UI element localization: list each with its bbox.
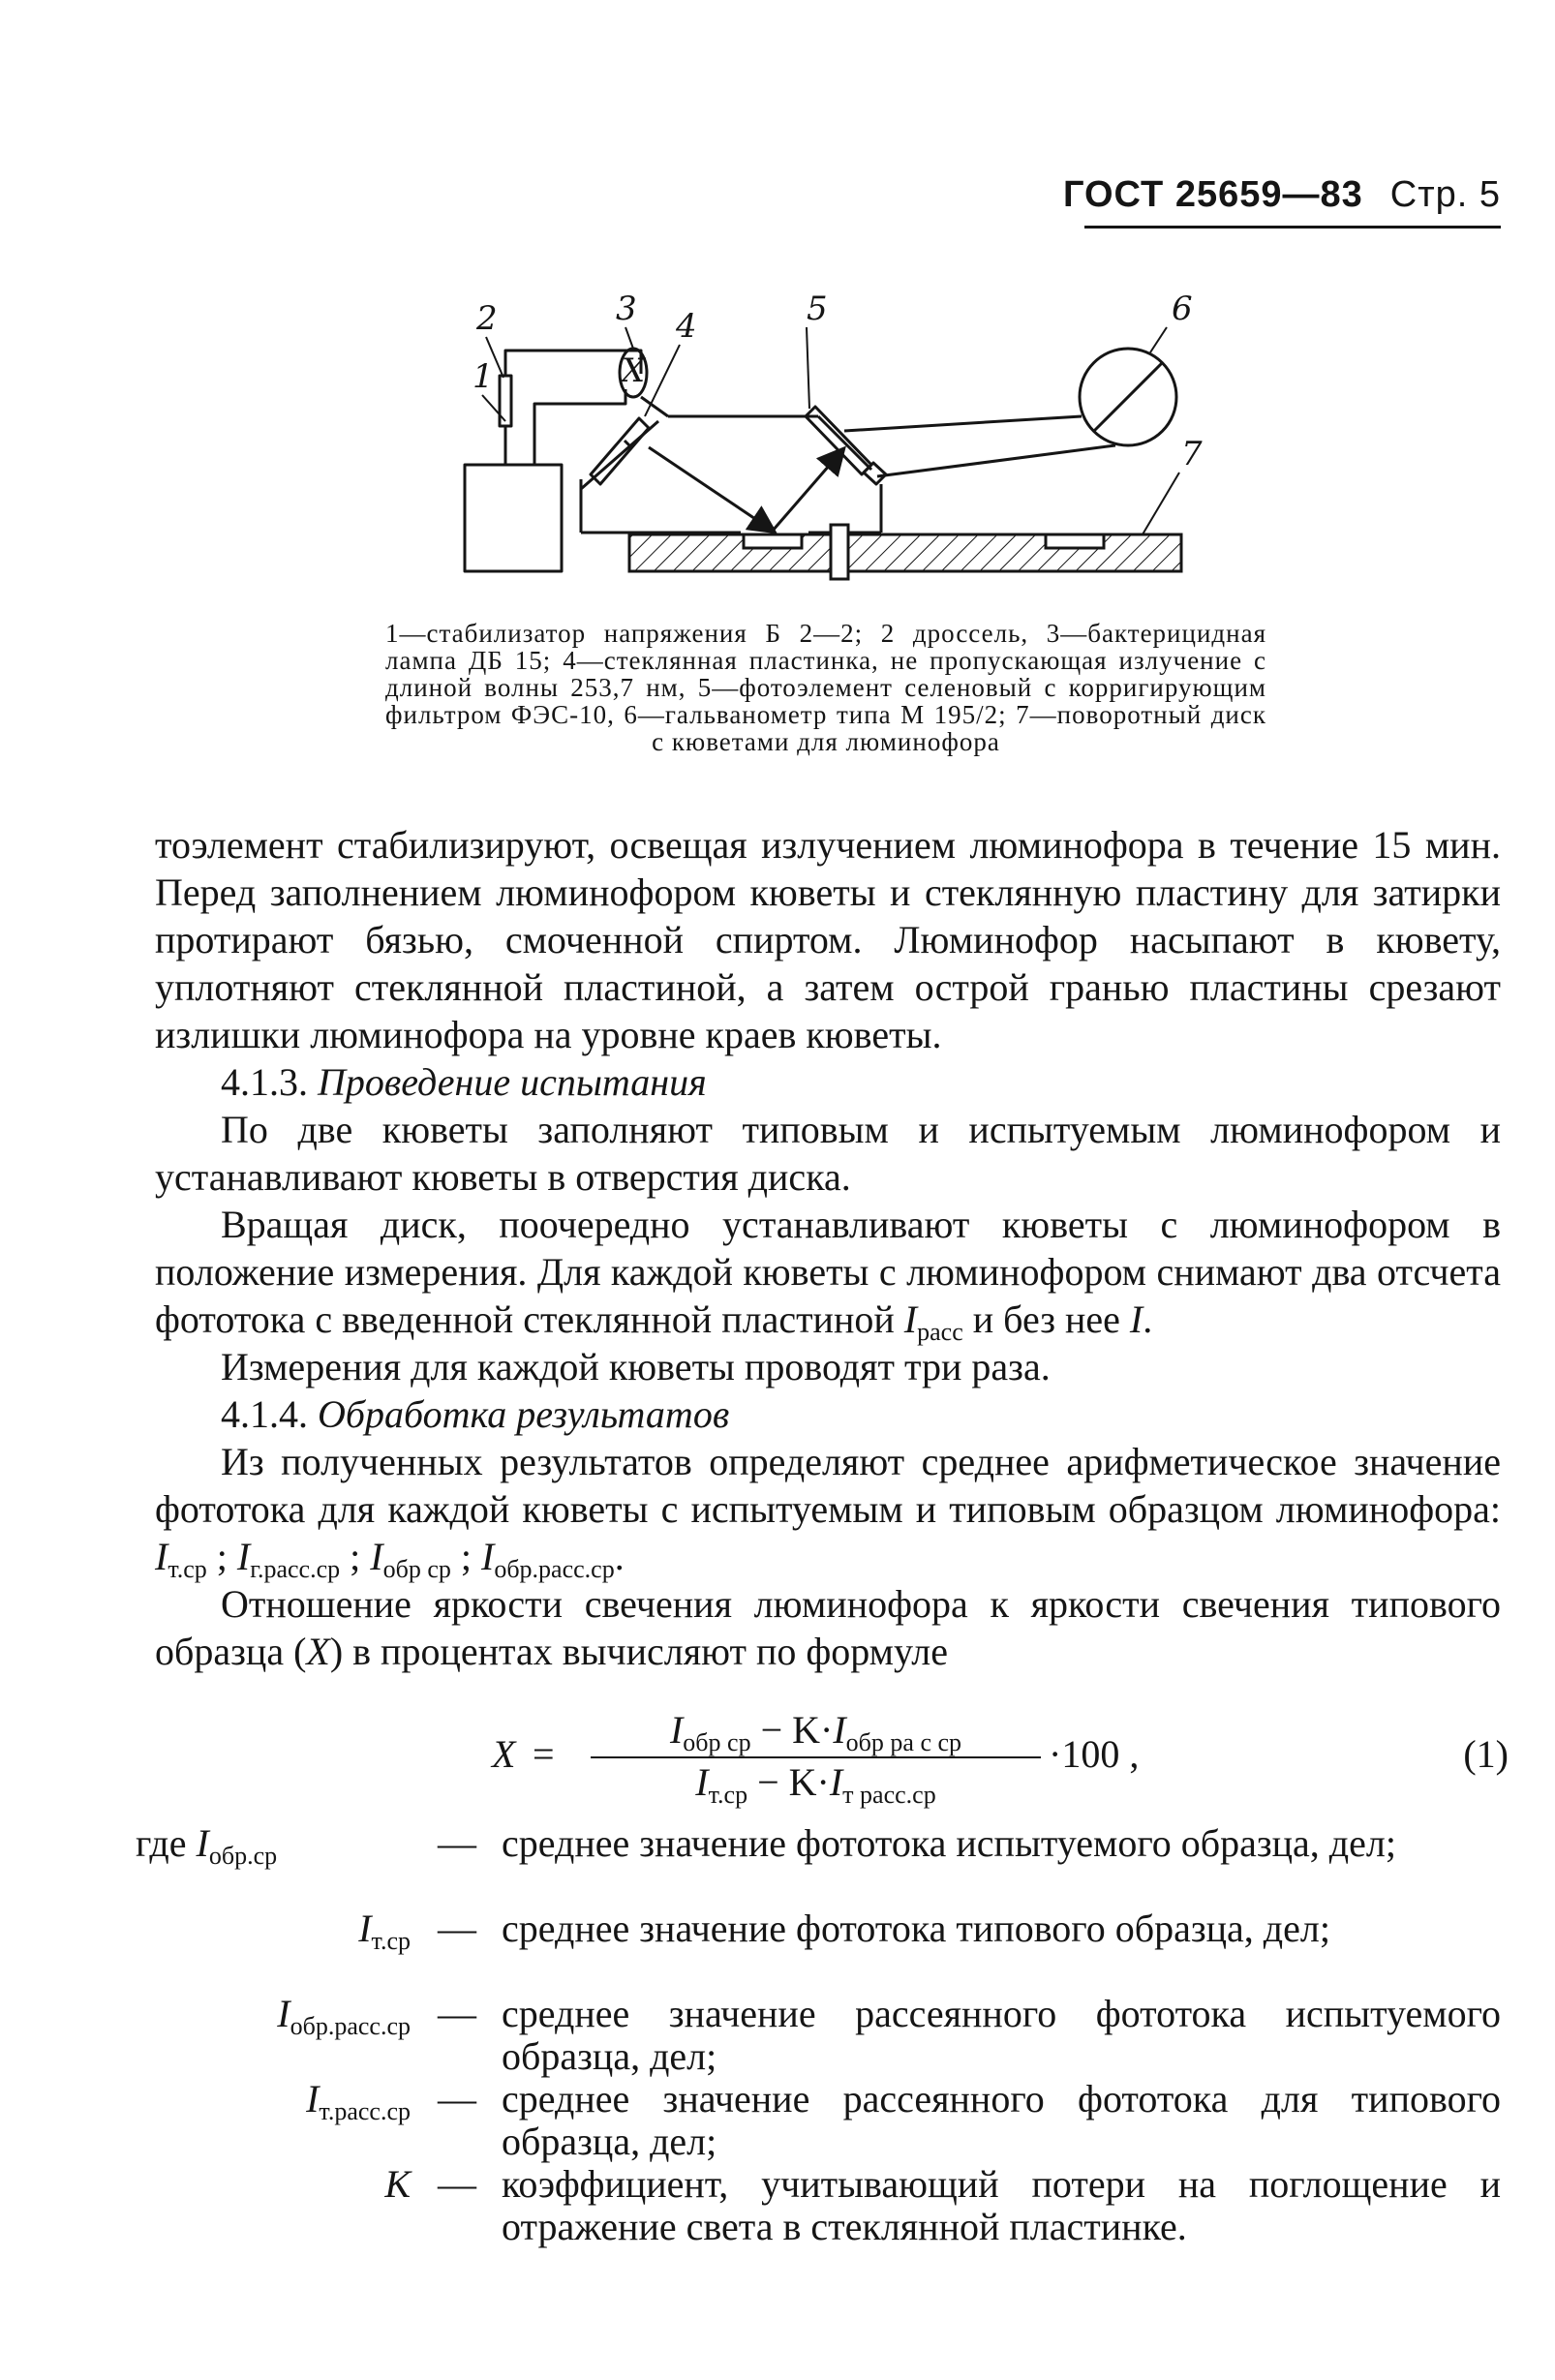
definition-item: $I_{т.ср}$ — среднее значение фототока типового образца, дел; (358, 1907, 1330, 1955)
figure-label-6: 6 (1172, 290, 1193, 328)
header-rule (1084, 226, 1501, 229)
incident-ray (649, 447, 773, 531)
figure-label-5: 5 (807, 290, 828, 328)
wire (844, 416, 1082, 431)
leader-line (625, 327, 633, 349)
leader-line (645, 345, 680, 416)
gost-number: ГОСТ 25659—83 (1062, 174, 1363, 215)
definition-item: K — коэффициент, учитывающий потери на поглощение и отражение света в стеклянной пластинке. (384, 2162, 1501, 2248)
cuvette (1046, 534, 1104, 548)
definition-item: $I_{обр.расс.ср}$ — среднее значение рассеянного фототока испытуемого образца, дел; (277, 1992, 1501, 2078)
formula-lhs: X (492, 1732, 516, 1776)
leader-line (807, 327, 809, 409)
housing-right-top (818, 416, 871, 470)
figure-label-3: 3 (616, 290, 637, 328)
figure-label-4: 4 (676, 307, 697, 346)
formula-number: (1) (1463, 1732, 1509, 1776)
definitions-list (136, 1822, 1501, 2248)
wire (534, 389, 625, 465)
paragraph: Вращая диск, поочередно устанавливают кюветы с люминофором в положение измерения. Для каждой кюветы с люминофором снимают два отсчета фототока с введенной стеклянной пластиной $I_{расс}$ и без нее I. (155, 1203, 1501, 1346)
disk-axis (831, 525, 848, 579)
cuvette (744, 534, 802, 548)
lamp-mark: X (621, 351, 646, 390)
paragraph: Измерения для каждой кюветы проводят три раза. (221, 1345, 1051, 1388)
section-heading-4-1-4: 4.1.4. Обработка результатов (221, 1392, 730, 1436)
figure-label-7: 7 (1181, 435, 1203, 473)
figure-label-1: 1 (473, 357, 494, 396)
formula-fraction (591, 1704, 1041, 1811)
choke-coil (500, 376, 511, 426)
apparatus-schematic (426, 281, 1278, 615)
formula-multiplier: ·100 , (1049, 1732, 1140, 1776)
paragraph: Из полученных результатов определяют среднее арифметическое значение фототока для каждой кюветы с испытуемым и типовым образцом люминофора: $I_{т.ср}$ ; $I_{г.расс.ср}$ ; $I_{обр ср}$ ; $I_{обр.расс.ср}$. (155, 1440, 1501, 1583)
formula-numerator: $I_{обр ср} - K\cdot I_{обр ра с ср}$ (669, 1708, 962, 1756)
page-header (1062, 174, 1501, 229)
paragraph: По две кюветы заполняют типовым и испытуемым люминофором и устанавливают кюветы в отверстия диска. (155, 1108, 1501, 1199)
page-number: Стр. 5 (1389, 174, 1501, 215)
leader-line (482, 395, 505, 421)
leader-line (1143, 473, 1179, 534)
definition-item: где $I_{обр.ср}$ — среднее значение фототока испытуемого образца, дел; (136, 1821, 1396, 1870)
figure-caption: 1—стабилизатор напряжения Б 2—2; 2 дроссель, 3—бактерицидная лампа ДБ 15; 4—стеклянная пластинка, не пропускающая излучение с длиной волны 253,7 нм, 5—фотоэлемент селеновый с корригирующим фильтром ФЭС-10, 6—гальванометр типа М 195/2; 7—поворотный диск с кюветами для люминофора (385, 619, 1266, 756)
paragraph: тоэлемент стабилизируют, освещая излучением люминофора в течение 15 мин. Перед заполнением люминофором кюветы и стеклянную пластину для затирки протирают бязью, смоченной спиртом. Люминофор насыпают в кювету, уплотняют стеклянной пластиной, а затем острой гранью пластины срезают излишки люминофора на уровне краев кюветы. (155, 823, 1501, 1056)
body-text (155, 821, 1501, 1675)
lamp-to-housing (641, 397, 668, 416)
section-heading-4-1-3: 4.1.3. Проведение испытания (221, 1060, 707, 1104)
galvanometer-needle (1094, 363, 1162, 431)
leader-line (1150, 327, 1167, 352)
formula-1 (492, 1704, 1509, 1811)
formula-equals: = (533, 1732, 555, 1776)
paragraph: Отношение яркости свечения люминофора к яркости свечения типового образца (X) в процентах вычисляют по формуле (155, 1582, 1501, 1673)
definition-item: $I_{т.расс.ср}$ — среднее значение рассеянного фототока для типового образца, дел; (306, 2077, 1501, 2163)
wire (877, 445, 1115, 476)
reflected-ray (773, 450, 842, 531)
formula-denominator: $I_{т.ср} - K\cdot I_{т расс.ср}$ (695, 1760, 936, 1809)
apparatus-figure (426, 281, 1278, 615)
figure-label-2: 2 (476, 299, 498, 338)
stabilizer-box (465, 465, 562, 571)
